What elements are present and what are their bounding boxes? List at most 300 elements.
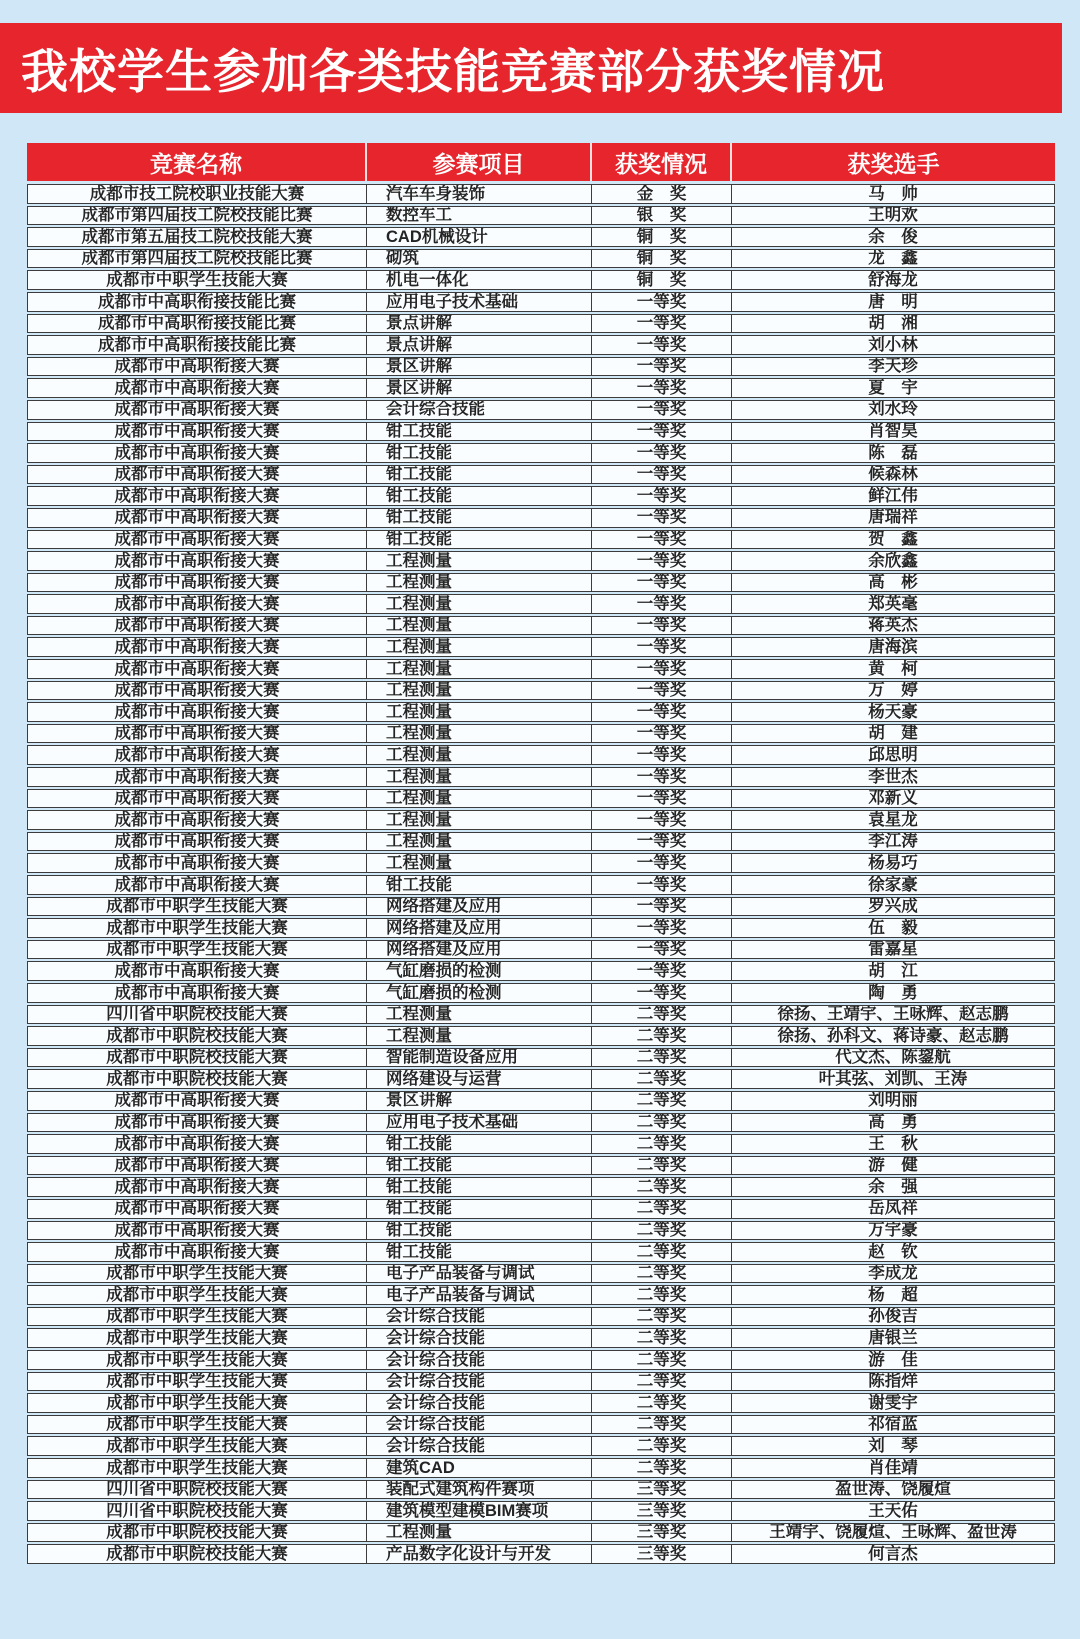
cell-award: 一等奖 (591, 638, 731, 656)
cell-event: 网络搭建及应用 (366, 941, 591, 959)
cell-competition-name: 成都市中高职衔接大赛 (114, 854, 280, 872)
table-row (27, 745, 1055, 765)
cell-event: 会计综合技能 (366, 1437, 591, 1455)
cell-award: 铜 奖 (591, 250, 731, 268)
cell-competition-name: 成都市中职学生技能大赛 (106, 897, 288, 916)
cell-competition-name: 成都市中职学生技能大赛 (106, 1329, 288, 1348)
cell-event: 工程测量 (366, 574, 591, 592)
cell-event: 建筑CAD (366, 1459, 591, 1477)
cell-competition-name: 成都市中高职衔接大赛 (114, 487, 280, 505)
cell-award: 一等奖 (591, 725, 731, 743)
cell-award: 二等奖 (591, 1114, 731, 1132)
cell-competition-name: 成都市中高职衔接大赛 (114, 1091, 280, 1110)
table-row (27, 1328, 1055, 1348)
cell-event: 景点讲解 (366, 315, 591, 333)
cell-event: 钳工技能 (366, 1243, 591, 1261)
cell-competition-name: 成都市中职学生技能大赛 (106, 1415, 288, 1434)
cell-event: 钳工技能 (366, 487, 591, 505)
cell-award: 银 奖 (591, 207, 731, 225)
cell-award: 三等奖 (591, 1524, 731, 1542)
cell-event: 会计综合技能 (366, 1329, 591, 1347)
cell-competition-name: 成都市中职院校技能大赛 (106, 1048, 288, 1067)
cell-competition-name: 成都市中高职衔接大赛 (114, 1113, 280, 1132)
cell-competition-name: 成都市中高职衔接大赛 (114, 595, 280, 613)
cell-competition-name: 成都市中高职衔接大赛 (114, 1156, 280, 1175)
cell-winners: 胡 建 (731, 725, 1054, 743)
cell-winners: 何言杰 (731, 1545, 1054, 1563)
cell-winners: 祁宿蓝 (731, 1416, 1054, 1434)
table-row (27, 1069, 1055, 1089)
cell-competition-name: 成都市中高职衔接大赛 (114, 508, 280, 527)
table-row (27, 292, 1055, 312)
cell-winners: 岳凤祥 (731, 1200, 1054, 1218)
cell-award: 一等奖 (591, 790, 731, 808)
table-row (27, 1458, 1055, 1478)
table-row (27, 530, 1055, 550)
cell-winners: 余欣鑫 (731, 552, 1054, 570)
cell-award: 二等奖 (591, 1394, 731, 1412)
table-row (27, 875, 1055, 895)
cell-event: 网络搭建及应用 (366, 919, 591, 937)
cell-competition-name: 成都市中高职衔接大赛 (114, 1135, 280, 1153)
cell-award: 一等奖 (591, 574, 731, 592)
table-header-row (27, 143, 1055, 181)
cell-competition-name: 成都市中高职衔接大赛 (114, 616, 280, 635)
cell-award: 一等奖 (591, 315, 731, 333)
cell-award: 一等奖 (591, 660, 731, 678)
cell-competition-name: 成都市中高职衔接大赛 (114, 1221, 280, 1240)
table-row (27, 1113, 1055, 1133)
cell-winners: 黄 柯 (731, 660, 1054, 678)
cell-event: 景区讲解 (366, 358, 591, 376)
cell-award: 一等奖 (591, 876, 731, 894)
cell-competition-name: 成都市中高职衔接大赛 (114, 789, 280, 808)
cell-event: 工程测量 (366, 790, 591, 808)
cell-award: 三等奖 (591, 1481, 731, 1499)
cell-competition-name: 成都市中高职衔接大赛 (114, 876, 280, 894)
cell-winners: 王明欢 (731, 207, 1054, 225)
cell-award: 二等奖 (591, 1329, 731, 1347)
table-row (27, 378, 1055, 398)
cell-winners: 徐家豪 (731, 876, 1054, 894)
cell-winners: 徐扬、王靖宇、王咏辉、赵志鹏 (731, 1006, 1054, 1024)
cell-competition-name: 成都市中高职衔接大赛 (114, 746, 280, 764)
cell-winners: 胡 湘 (731, 315, 1054, 333)
cell-competition-name: 成都市中高职衔接大赛 (114, 832, 280, 851)
cell-winners: 雷嘉星 (731, 941, 1054, 959)
cell-competition-name: 成都市中高职衔接大赛 (114, 703, 280, 721)
cell-competition-name: 成都市技工院校职业技能大赛 (89, 185, 305, 203)
cell-competition-name: 成都市中高职衔接大赛 (114, 681, 280, 700)
cell-award: 二等奖 (591, 1027, 731, 1045)
cell-award: 一等奖 (591, 401, 731, 419)
cell-award: 一等奖 (591, 444, 731, 462)
cell-event: 智能制造设备应用 (366, 1049, 591, 1067)
cell-event: 会计综合技能 (366, 1416, 591, 1434)
table-row (27, 616, 1055, 636)
cell-event: 电子产品装备与调试 (366, 1265, 591, 1283)
cell-event: 装配式建筑构件赛项 (366, 1481, 591, 1499)
cell-competition-name: 四川省中职院校技能大赛 (106, 1480, 288, 1499)
cell-winners: 游 健 (731, 1157, 1054, 1175)
table-row (27, 594, 1055, 614)
table-row (27, 1415, 1055, 1435)
table-row (27, 335, 1055, 355)
table-row (27, 400, 1055, 420)
table-row (27, 832, 1055, 852)
cell-winners: 代文杰、陈鋆航 (731, 1049, 1054, 1067)
cell-winners: 李天珍 (731, 358, 1054, 376)
cell-competition-name: 成都市中职学生技能大赛 (106, 1437, 288, 1455)
table-row (27, 1285, 1055, 1305)
table-row (27, 1436, 1055, 1456)
cell-competition-name: 成都市中职院校技能大赛 (106, 1027, 288, 1045)
cell-winners: 万 婷 (731, 682, 1054, 700)
cell-award: 一等奖 (591, 768, 731, 786)
cell-award: 一等奖 (591, 336, 731, 354)
title-banner (0, 23, 1062, 113)
cell-competition-name: 成都市中职学生技能大赛 (106, 1264, 288, 1283)
cell-event: 网络搭建及应用 (366, 898, 591, 916)
cell-award: 二等奖 (591, 1200, 731, 1218)
cell-award: 一等奖 (591, 854, 731, 872)
cell-event: 会计综合技能 (366, 1373, 591, 1391)
cell-event: 砌筑 (366, 250, 591, 268)
cell-award: 一等奖 (591, 898, 731, 916)
table-row (27, 1005, 1055, 1025)
cell-event: 会计综合技能 (366, 1351, 591, 1369)
cell-award: 二等奖 (591, 1070, 731, 1088)
table-row (27, 637, 1055, 657)
cell-event: 会计综合技能 (366, 401, 591, 419)
table-row (27, 1177, 1055, 1197)
cell-winners: 刘水玲 (731, 401, 1054, 419)
table-row (27, 767, 1055, 787)
cell-competition-name: 成都市中职学生技能大赛 (106, 919, 288, 937)
cell-award: 二等奖 (591, 1222, 731, 1240)
cell-award: 一等奖 (591, 531, 731, 549)
cell-event: 钳工技能 (366, 423, 591, 441)
cell-competition-name: 成都市第四届技工院校技能比赛 (81, 249, 313, 268)
cell-event: 钳工技能 (366, 876, 591, 894)
table-row (27, 1026, 1055, 1046)
cell-event: 工程测量 (366, 854, 591, 872)
cell-event: 会计综合技能 (366, 1394, 591, 1412)
cell-competition-name: 成都市第四届技工院校技能比赛 (81, 206, 313, 225)
cell-winners: 马 帅 (731, 185, 1054, 203)
cell-event: 网络建设与运营 (366, 1070, 591, 1088)
cell-event: 工程测量 (366, 746, 591, 764)
cell-winners: 陶 勇 (731, 984, 1054, 1002)
cell-winners: 余 俊 (731, 228, 1054, 246)
cell-winners: 鲜江伟 (731, 487, 1054, 505)
table-row (27, 184, 1055, 204)
table-row (27, 486, 1055, 506)
table-row (27, 897, 1055, 917)
table-row (27, 983, 1055, 1003)
cell-award: 一等奖 (591, 941, 731, 959)
cell-award: 铜 奖 (591, 271, 731, 289)
cell-award: 二等奖 (591, 1006, 731, 1024)
cell-event: 钳工技能 (366, 531, 591, 549)
cell-award: 二等奖 (591, 1373, 731, 1391)
cell-competition-name: 成都市中高职衔接大赛 (114, 962, 280, 980)
cell-award: 二等奖 (591, 1308, 731, 1326)
table-row (27, 1307, 1055, 1327)
table-row (27, 1242, 1055, 1262)
cell-winners: 刘 琴 (731, 1437, 1054, 1455)
cell-event: 工程测量 (366, 811, 591, 829)
cell-award: 三等奖 (591, 1502, 731, 1520)
cell-winners: 伍 毅 (731, 919, 1054, 937)
cell-competition-name: 成都市中高职衔接大赛 (114, 530, 280, 549)
cell-winners: 邱思明 (731, 746, 1054, 764)
cell-event: 钳工技能 (366, 466, 591, 484)
cell-winners: 王天佑 (731, 1502, 1054, 1520)
cell-competition-name: 成都市中高职衔接大赛 (114, 400, 280, 419)
cell-competition-name: 成都市中职院校技能大赛 (106, 1523, 288, 1542)
table-row (27, 508, 1055, 528)
cell-award: 一等奖 (591, 293, 731, 311)
cell-competition-name: 成都市中高职衔接大赛 (114, 1178, 280, 1196)
cell-event: 工程测量 (366, 638, 591, 656)
page-title: 我校学生参加各类技能竞赛部分获奖情况 (21, 44, 885, 98)
table-row (27, 422, 1055, 442)
cell-competition-name: 成都市中高职衔接大赛 (114, 660, 280, 678)
cell-winners: 高 勇 (731, 1114, 1054, 1132)
cell-award: 二等奖 (591, 1178, 731, 1196)
cell-winners: 孙俊吉 (731, 1308, 1054, 1326)
cell-competition-name: 成都市第五届技工院校技能大赛 (81, 228, 313, 246)
cell-award: 一等奖 (591, 984, 731, 1002)
table-row (27, 659, 1055, 679)
cell-winners: 叶其弦、刘凯、王涛 (731, 1070, 1054, 1088)
cell-event: 景点讲解 (366, 336, 591, 354)
cell-winners: 舒海龙 (731, 271, 1054, 289)
cell-winners: 徐扬、孙科文、蒋诗豪、赵志鹏 (731, 1027, 1054, 1045)
cell-winners: 肖智昊 (731, 423, 1054, 441)
cell-event: 工程测量 (366, 833, 591, 851)
cell-winners: 刘明丽 (731, 1092, 1054, 1110)
cell-winners: 唐瑞祥 (731, 509, 1054, 527)
cell-award: 一等奖 (591, 919, 731, 937)
cell-winners: 唐海滨 (731, 638, 1054, 656)
cell-winners: 刘小林 (731, 336, 1054, 354)
cell-competition-name: 成都市中高职衔接技能比赛 (98, 314, 296, 333)
cell-event: 气缸磨损的检测 (366, 984, 591, 1002)
cell-winners: 陈指烊 (731, 1373, 1054, 1391)
cell-event: 会计综合技能 (366, 1308, 591, 1326)
cell-competition-name: 成都市中高职衔接大赛 (114, 465, 280, 484)
table-row (27, 206, 1055, 226)
cell-award: 二等奖 (591, 1157, 731, 1175)
cell-event: 钳工技能 (366, 1200, 591, 1218)
cell-award: 一等奖 (591, 746, 731, 764)
table-row (27, 1134, 1055, 1154)
cell-event: 建筑模型建模BIM赛项 (366, 1502, 591, 1520)
cell-award: 二等奖 (591, 1416, 731, 1434)
cell-event: 工程测量 (366, 595, 591, 613)
cell-competition-name: 成都市中高职衔接大赛 (114, 552, 280, 570)
cell-award: 一等奖 (591, 379, 731, 397)
cell-event: 工程测量 (366, 1524, 591, 1542)
cell-competition-name: 成都市中职院校技能大赛 (106, 1070, 288, 1088)
cell-winners: 万宇豪 (731, 1222, 1054, 1240)
cell-winners: 李成龙 (731, 1265, 1054, 1283)
cell-competition-name: 成都市中职学生技能大赛 (106, 1394, 288, 1412)
table-row (27, 1523, 1055, 1543)
column-header-award: 获奖情况 (590, 143, 730, 181)
table-row (27, 789, 1055, 809)
table-row (27, 270, 1055, 290)
cell-award: 一等奖 (591, 811, 731, 829)
cell-award: 一等奖 (591, 487, 731, 505)
cell-award: 一等奖 (591, 509, 731, 527)
cell-event: 工程测量 (366, 725, 591, 743)
cell-winners: 王靖宇、饶履煊、王咏辉、盈世涛 (731, 1524, 1054, 1542)
cell-event: 电子产品装备与调试 (366, 1286, 591, 1304)
cell-award: 二等奖 (591, 1135, 731, 1153)
cell-winners: 唐 明 (731, 293, 1054, 311)
cell-competition-name: 成都市中职学生技能大赛 (106, 940, 288, 959)
cell-event: 工程测量 (366, 617, 591, 635)
cell-award: 铜 奖 (591, 228, 731, 246)
table-row (27, 551, 1055, 571)
table-row (27, 249, 1055, 269)
cell-competition-name: 成都市中高职衔接大赛 (114, 1243, 280, 1261)
table-row (27, 1350, 1055, 1370)
cell-competition-name: 成都市中职学生技能大赛 (106, 1372, 288, 1391)
column-header-competition-name: 竞赛名称 (150, 150, 242, 177)
cell-winners: 杨天豪 (731, 703, 1054, 721)
cell-winners: 游 佳 (731, 1351, 1054, 1369)
cell-winners: 高 彬 (731, 574, 1054, 592)
cell-award: 一等奖 (591, 833, 731, 851)
cell-award: 二等奖 (591, 1459, 731, 1477)
table-row (27, 724, 1055, 744)
cell-event: 工程测量 (366, 682, 591, 700)
cell-event: 气缸磨损的检测 (366, 962, 591, 980)
table-row (27, 443, 1055, 463)
cell-competition-name: 成都市中高职衔接大赛 (114, 983, 280, 1002)
table-row (27, 1544, 1055, 1564)
cell-event: 钳工技能 (366, 1135, 591, 1153)
cell-event: 机电一体化 (366, 271, 591, 289)
cell-winners: 杨易巧 (731, 854, 1054, 872)
cell-winners: 赵 钦 (731, 1243, 1054, 1261)
table-row (27, 227, 1055, 247)
table-row (27, 918, 1055, 938)
cell-event: 工程测量 (366, 552, 591, 570)
table-row (27, 357, 1055, 377)
cell-winners: 余 强 (731, 1178, 1054, 1196)
cell-award: 一等奖 (591, 552, 731, 570)
cell-winners: 蒋英杰 (731, 617, 1054, 635)
cell-winners: 邓新义 (731, 790, 1054, 808)
cell-winners: 夏 宇 (731, 379, 1054, 397)
cell-winners: 贺 鑫 (731, 531, 1054, 549)
table-row (27, 810, 1055, 830)
cell-competition-name: 四川省中职院校技能大赛 (106, 1502, 288, 1520)
cell-winners: 李江涛 (731, 833, 1054, 851)
cell-winners: 龙 鑫 (731, 250, 1054, 268)
cell-award: 金 奖 (591, 185, 731, 203)
table-row (27, 681, 1055, 701)
cell-winners: 王 秋 (731, 1135, 1054, 1153)
cell-competition-name: 成都市中高职衔接技能比赛 (98, 292, 296, 311)
cell-event: 产品数字化设计与开发 (366, 1545, 591, 1563)
cell-award: 一等奖 (591, 466, 731, 484)
cell-competition-name: 成都市中高职衔接大赛 (114, 357, 280, 376)
cell-winners: 杨 超 (731, 1286, 1054, 1304)
cell-award: 一等奖 (591, 703, 731, 721)
table-row (27, 314, 1055, 334)
cell-event: 工程测量 (366, 768, 591, 786)
cell-competition-name: 成都市中高职衔接大赛 (114, 768, 280, 786)
cell-competition-name: 成都市中高职衔接大赛 (114, 811, 280, 829)
cell-winners: 袁星龙 (731, 811, 1054, 829)
table-row (27, 1221, 1055, 1241)
cell-event: 工程测量 (366, 660, 591, 678)
cell-award: 二等奖 (591, 1092, 731, 1110)
column-header-winners: 获奖选手 (730, 143, 1055, 181)
cell-winners: 郑英毫 (731, 595, 1054, 613)
cell-award: 一等奖 (591, 423, 731, 441)
cell-event: 钳工技能 (366, 444, 591, 462)
cell-event: 汽车车身装饰 (366, 185, 591, 203)
award-table (27, 143, 1055, 1566)
cell-event: 工程测量 (366, 1027, 591, 1045)
cell-competition-name: 成都市中职学生技能大赛 (106, 1459, 288, 1477)
table-row (27, 1264, 1055, 1284)
table-row (27, 1091, 1055, 1111)
table-row (27, 1199, 1055, 1219)
table-row (27, 1156, 1055, 1176)
table-row (27, 853, 1055, 873)
cell-award: 一等奖 (591, 595, 731, 613)
cell-award: 一等奖 (591, 358, 731, 376)
cell-competition-name: 成都市中高职衔接大赛 (114, 1199, 280, 1218)
cell-winners: 盈世涛、饶履煊 (731, 1481, 1054, 1499)
cell-event: 数控车工 (366, 207, 591, 225)
cell-event: 钳工技能 (366, 1178, 591, 1196)
table-row (27, 702, 1055, 722)
cell-event: 钳工技能 (366, 509, 591, 527)
cell-award: 二等奖 (591, 1243, 731, 1261)
cell-winners: 谢雯宇 (731, 1394, 1054, 1412)
cell-event: 工程测量 (366, 703, 591, 721)
cell-event: 应用电子技术基础 (366, 1114, 591, 1132)
cell-award: 二等奖 (591, 1265, 731, 1283)
cell-award: 三等奖 (591, 1545, 731, 1563)
cell-winners: 李世杰 (731, 768, 1054, 786)
cell-event: 工程测量 (366, 1006, 591, 1024)
cell-competition-name: 成都市中职学生技能大赛 (106, 271, 288, 289)
cell-competition-name: 成都市中高职衔接大赛 (114, 444, 280, 462)
cell-competition-name: 成都市中职院校技能大赛 (106, 1545, 288, 1563)
table-row (27, 961, 1055, 981)
cell-award: 二等奖 (591, 1286, 731, 1304)
cell-competition-name: 成都市中职学生技能大赛 (106, 1307, 288, 1326)
cell-award: 二等奖 (591, 1437, 731, 1455)
cell-competition-name: 成都市中高职衔接大赛 (114, 573, 280, 592)
cell-winners: 候森林 (731, 466, 1054, 484)
cell-winners: 肖佳靖 (731, 1459, 1054, 1477)
cell-competition-name: 成都市中高职衔接大赛 (114, 638, 280, 657)
cell-winners: 唐银兰 (731, 1329, 1054, 1347)
cell-competition-name: 成都市中高职衔接大赛 (114, 724, 280, 743)
column-header-event: 参赛项目 (365, 143, 590, 181)
